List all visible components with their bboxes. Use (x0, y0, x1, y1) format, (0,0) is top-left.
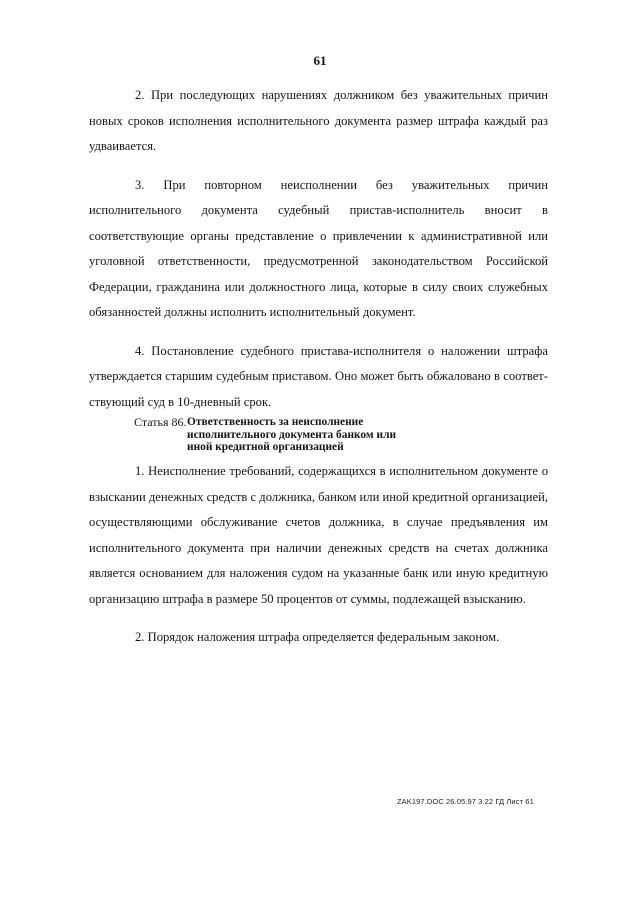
article-paragraph-2: 2. Порядок наложения штрафа определяется федеральным законом. (135, 630, 500, 644)
article-title (187, 416, 517, 454)
article-number: Статья 86. (134, 415, 187, 429)
text-block-bottom (89, 459, 548, 664)
document-footer: ZAK197.DOC 26.05.97 3.22 ГД Лист 61 (397, 797, 534, 806)
article-title-line-2: исполнительного документа банком или (187, 428, 397, 441)
article-paragraph-1: 1. Неисполнение требований, содержащихся в исполнительном документе о взыскании денежных средств с должника, банком или иной кредитной организацией, осуществляющими обслуживание счетов должника, в случае предъявления им исполнительного документа при наличии денежных средств на счетах должника является основанием для наложения судом на указанные банк или иную кредитную организацию штрафа в размере 50 процентов от суммы, подлежащей взысканию. (89, 464, 548, 606)
text-block-top (89, 83, 548, 428)
paragraph-4: 4. Постановление судебного пристава-исполнителя о наложении штрафа утверждается старшим судебным приставом. Оно может быть обжаловано в соответствующий суд в 10-дневный срок. (89, 343, 548, 409)
article-title-line-3: иной кредитной организацией (187, 441, 344, 453)
paragraph-2: 2. При последующих нарушениях должником без уважительных причин новых сроков исполнения исполнительного документа размер штрафа каждый раз удваивается. (89, 88, 548, 153)
article-title-line-1: Ответственность за неисполнение (187, 416, 364, 428)
paragraph-3: 3. При повторном неисполнении без уважительных причин исполнительного документа судебный пристав-исполнитель вносит в соответствующие органы представление о привлечении к административной или уголовной ответственности, предусмотренной законодательством Российской Федерации, гражданина или должностного лица, которые в силу своих служебных обязанностей должны исполнить исполнительный документ. (89, 177, 548, 319)
page-number: 61 (313, 53, 327, 68)
